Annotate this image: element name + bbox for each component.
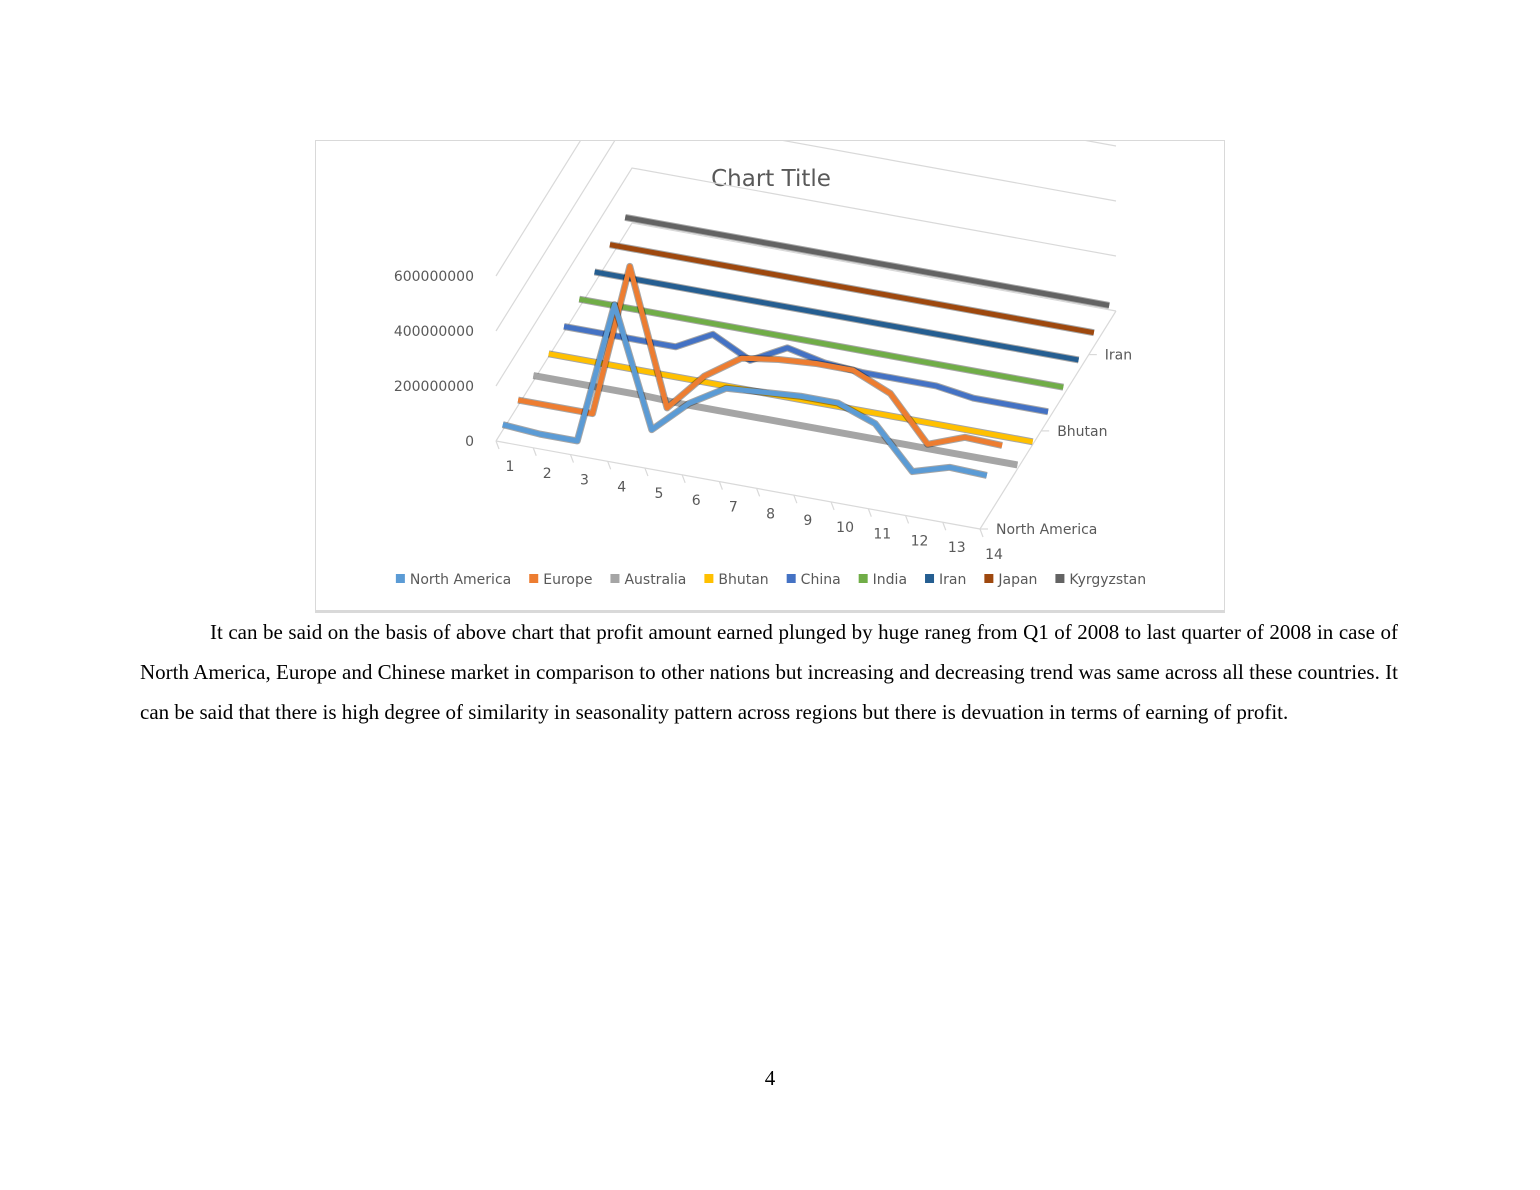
legend-swatch <box>704 574 713 583</box>
legend-swatch <box>529 574 538 583</box>
legend-item <box>1055 572 1146 588</box>
legend-label: China <box>800 572 841 588</box>
x-tick-label: 13 <box>947 540 966 557</box>
legend-swatch <box>610 574 619 583</box>
legend-label: North America <box>409 572 512 588</box>
x-tick-mark <box>682 475 685 483</box>
legend-label: Europe <box>543 572 593 588</box>
chart-frame <box>315 140 1225 613</box>
legend-label: Australia <box>624 572 687 588</box>
y-tick-label: 200000000 <box>393 379 474 395</box>
x-axis-line <box>496 441 980 529</box>
x-tick-mark <box>868 509 871 517</box>
x-tick-label: 10 <box>836 519 854 536</box>
legend-swatch <box>787 574 796 583</box>
x-tick-mark <box>980 529 983 537</box>
x-tick-mark <box>719 482 722 490</box>
x-tick-mark <box>496 441 499 449</box>
x-tick-mark <box>906 515 909 523</box>
depth-tick-label: North America <box>996 522 1098 538</box>
x-tick-mark <box>794 495 797 503</box>
legend-item <box>610 572 686 588</box>
x-tick-label: 11 <box>873 526 892 543</box>
x-tick-label: 1 <box>505 459 515 475</box>
legend-label: India <box>872 572 908 588</box>
x-tick-label: 14 <box>985 547 1003 563</box>
x-tick-label: 4 <box>617 479 627 496</box>
depth-tick-label: Bhutan <box>1057 423 1108 440</box>
body-paragraph: It can be said on the basis of above chart that profit amount earned plunged by huge raneg from Q1 of 2008 to last quarter of 2008 in case of North America, Europe and Chinese market in comparison to other nations but increasing and decreasing trend was same across all these countries. It can be said that there is high degree of similarity in seasonality pattern across regions but there is devuation in terms of earning of profit. <box>140 620 1398 724</box>
chart-title: Chart Title <box>711 166 831 192</box>
legend-item <box>925 572 966 588</box>
legend-label: Kyrgyzstan <box>1069 572 1147 588</box>
legend-item <box>704 572 768 588</box>
x-tick-label: 6 <box>691 492 701 509</box>
x-tick-label: 8 <box>766 506 776 523</box>
x-tick-label: 3 <box>580 472 589 489</box>
y-tick-label: 0 <box>465 434 474 450</box>
gridline <box>496 141 1116 276</box>
x-tick-mark <box>831 502 834 510</box>
x-tick-label: 9 <box>803 513 813 530</box>
x-tick-mark <box>645 468 648 476</box>
legend-item <box>859 572 907 588</box>
chart-svg <box>316 141 1226 612</box>
legend-item <box>529 572 592 588</box>
legend-swatch <box>925 574 934 583</box>
y-tick-label: 400000000 <box>393 324 474 340</box>
x-tick-label: 12 <box>910 533 929 550</box>
legend-label: Iran <box>939 572 967 588</box>
x-axis-ticks <box>506 459 1003 563</box>
legend-item <box>787 572 841 588</box>
legend-swatch <box>859 574 868 583</box>
x-tick-mark <box>943 522 946 530</box>
x-tick-mark <box>757 488 760 496</box>
page-number: 4 <box>764 1066 776 1090</box>
legend-item <box>396 572 511 588</box>
depth-tick-label: Iran <box>1104 347 1133 364</box>
x-tick-mark <box>608 461 611 469</box>
x-tick-label: 7 <box>728 499 738 516</box>
x-tick-mark <box>570 455 573 463</box>
y-tick-label: 600000000 <box>393 269 474 285</box>
legend-swatch <box>396 574 405 583</box>
y-axis-ticks <box>394 269 474 450</box>
legend-item <box>984 572 1037 588</box>
x-tick-mark <box>533 448 536 456</box>
legend-swatch <box>1055 574 1064 583</box>
legend-label: Bhutan <box>718 572 769 588</box>
legend <box>396 572 1146 588</box>
x-tick-label: 2 <box>542 465 552 482</box>
legend-swatch <box>984 574 993 583</box>
x-tick-label: 5 <box>654 486 664 503</box>
series-layer <box>503 217 1109 475</box>
legend-label: Japan <box>998 572 1038 588</box>
